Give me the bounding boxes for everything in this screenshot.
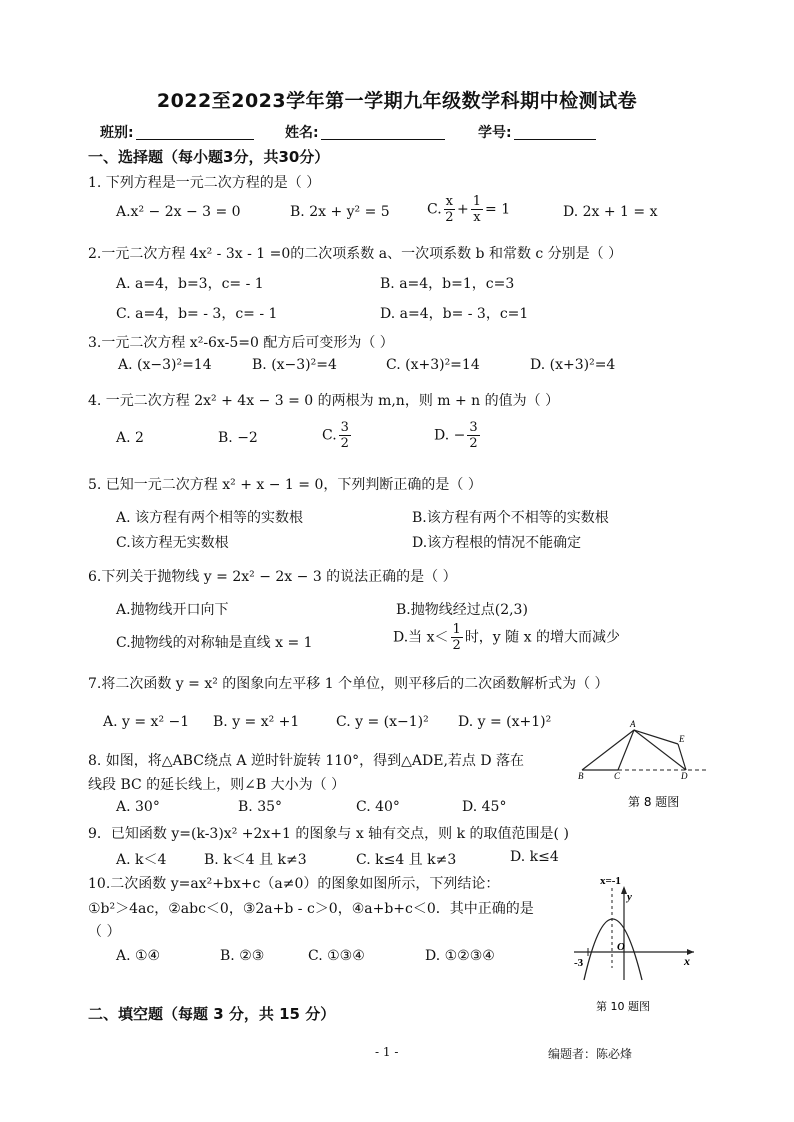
q8-line1: 8. 如图，将△ABC绕点 A 逆时针旋转 110°，得到△ADE,若点 D 落在 xyxy=(88,753,525,769)
q4-option-b[interactable]: B. −2 xyxy=(218,430,258,446)
q10-caption: 第 10 题图 xyxy=(596,1000,650,1013)
q4-option-a[interactable]: A. 2 xyxy=(116,430,144,446)
q5-option-d[interactable]: D.该方程根的情况不能确定 xyxy=(412,535,582,551)
q6-option-a[interactable]: A.抛物线开口向下 xyxy=(116,602,229,618)
q9-option-c[interactable]: C. k≤4 且 k≠3 xyxy=(356,852,457,868)
name-field[interactable] xyxy=(285,122,445,142)
q5-option-a[interactable]: A. 该方程有两个相等的实数根 xyxy=(116,510,304,526)
parabola-curve xyxy=(584,919,642,980)
q8-option-c[interactable]: C. 40° xyxy=(356,799,400,815)
q10-figure xyxy=(566,868,706,1018)
q3-option-a[interactable]: A. (x−3)²=14 xyxy=(118,357,212,373)
q10-line3: （ ） xyxy=(88,924,121,940)
axis-of-symmetry-label: x=-1 xyxy=(600,875,621,887)
q3-option-d[interactable]: D. (x+3)²=4 xyxy=(530,357,616,373)
id-blank[interactable] xyxy=(514,125,596,140)
name-blank[interactable] xyxy=(321,125,445,140)
q8-figure xyxy=(568,712,710,816)
q8-line2: 线段 BC 的延长线上，则∠B 大小为（ ） xyxy=(88,777,346,793)
q7-option-c[interactable]: C. y = (x−1)² xyxy=(336,714,429,730)
q9-option-d[interactable]: D. k≤4 xyxy=(510,849,559,865)
q8-option-a[interactable]: A. 30° xyxy=(116,799,160,815)
q5-stem: 5. 已知一元二次方程 x² + x − 1 = 0，下列判断正确的是（ ） xyxy=(88,477,482,493)
q1-option-d[interactable]: D. 2x + 1 = x xyxy=(563,204,658,220)
q10-option-d[interactable]: D. ①②③④ xyxy=(425,948,495,964)
label-d: D xyxy=(681,771,688,781)
q4-option-c[interactable]: C. $\frac{3}{2}$ xyxy=(322,420,349,451)
label-a: A xyxy=(630,719,636,729)
page-number: - 1 - xyxy=(375,1045,399,1059)
author-credit: 编题者：陈必烽 xyxy=(548,1047,633,1061)
q9-option-a[interactable]: A. k＜4 xyxy=(116,852,167,868)
origin-label: O xyxy=(617,941,625,953)
q10-option-a[interactable]: A. ①④ xyxy=(116,948,161,964)
q9-option-b[interactable]: B. k＜4 且 k≠3 xyxy=(204,852,307,868)
q1-stem: 1. 下列方程是一元二次方程的是（ ） xyxy=(88,175,321,191)
section-choice-heading: 一、选择题（每小题3分，共30分） xyxy=(88,148,330,166)
class-blank[interactable] xyxy=(136,125,254,140)
segment-ae xyxy=(634,730,678,744)
x-axis-label: x xyxy=(684,954,690,968)
label-c: C xyxy=(614,771,621,781)
q6-stem: 6.下列关于抛物线 y = 2x² − 2x − 3 的说法正确的是（ ） xyxy=(88,569,457,585)
q8-option-d[interactable]: D. 45° xyxy=(462,799,507,815)
q4-stem: 4. 一元二次方程 2x² + 4x − 3 = 0 的两根为 m,n，则 m + n 的值为（ ） xyxy=(88,393,560,409)
q8-caption: 第 8 题图 xyxy=(628,795,680,809)
q6-option-d[interactable]: D.当 x＜ $\frac{1}{2}$ 时，y 随 x 的增大而减少 xyxy=(393,622,620,653)
page-title: 2022至2023学年第一学期九年级数学科期中检测试卷 xyxy=(156,90,638,112)
q5-option-b[interactable]: B.该方程有两个不相等的实数根 xyxy=(412,510,609,526)
q7-option-a[interactable]: A. y = x² −1 xyxy=(103,714,190,730)
label-b: B xyxy=(578,771,584,781)
q3-option-b[interactable]: B. (x−3)²=4 xyxy=(252,357,337,373)
q2-option-c[interactable]: C. a=4，b= - 3，c= - 1 xyxy=(116,306,278,322)
q1-option-a[interactable]: A.x² − 2x − 3 = 0 xyxy=(116,204,241,220)
q5-option-c[interactable]: C.该方程无实数根 xyxy=(116,535,229,551)
q2-stem: 2.一元二次方程 4x² - 3x - 1 =0的二次项系数 a、一次项系数 b 和常数 c 分别是（ ） xyxy=(88,246,623,262)
q2-option-d[interactable]: D. a=4，b= - 3，c=1 xyxy=(380,306,529,322)
q6-option-c[interactable]: C.抛物线的对称轴是直线 x = 1 xyxy=(116,635,313,651)
q3-option-c[interactable]: C. (x+3)²=14 xyxy=(386,357,480,373)
q10-line2: ①b²＞4ac，②abc＜0，③2a+b - c＞0，④a+b+c＜0．其中正确的是 xyxy=(88,901,534,917)
q3-stem: 3.一元二次方程 x²-6x-5=0 配方后可变形为（ ） xyxy=(88,335,394,351)
q10-option-c[interactable]: C. ①③④ xyxy=(308,948,365,964)
q8-option-b[interactable]: B. 35° xyxy=(238,799,283,815)
q7-option-d[interactable]: D. y = (x+1)² xyxy=(458,714,552,730)
q6-option-b[interactable]: B.抛物线经过点(2,3) xyxy=(396,602,528,618)
q7-option-b[interactable]: B. y = x² +1 xyxy=(213,714,300,730)
q10-option-b[interactable]: B. ②③ xyxy=(220,948,265,964)
y-axis-label: y xyxy=(627,891,632,903)
name-label: 姓名: xyxy=(285,125,319,141)
q1-option-b[interactable]: B. 2x + y² = 5 xyxy=(290,204,390,220)
q2-option-b[interactable]: B. a=4，b=1，c=3 xyxy=(380,276,515,292)
q1-option-c[interactable]: C. $\frac{x}{2}$ + $\frac{1}{x}$ = 1 xyxy=(427,194,511,225)
segment-ed xyxy=(678,744,686,770)
label-e: E xyxy=(679,734,685,744)
q4-option-d[interactable]: D. − $\frac{3}{2}$ xyxy=(434,420,478,451)
neg3-label: -3 xyxy=(574,957,584,969)
q2-option-a[interactable]: A. a=4，b=3，c= - 1 xyxy=(116,276,264,292)
class-field[interactable] xyxy=(100,122,254,142)
id-label: 学号: xyxy=(478,125,512,141)
section-fill-heading: 二、填空题（每题 3 分，共 15 分） xyxy=(88,1005,336,1023)
class-label: 班别: xyxy=(100,125,134,141)
q9-stem: 9．已知函数 y=(k-3)x² +2x+1 的图象与 x 轴有交点，则 k 的取值范围是( ) xyxy=(88,826,569,842)
q7-stem: 7.将二次函数 y = x² 的图象向左平移 1 个单位，则平移后的二次函数解析式为（ ） xyxy=(88,676,609,692)
id-field[interactable] xyxy=(478,122,596,142)
q10-line1: 10.二次函数 y=ax²+bx+c（a≠0）的图象如图所示，下列结论： xyxy=(88,876,500,892)
